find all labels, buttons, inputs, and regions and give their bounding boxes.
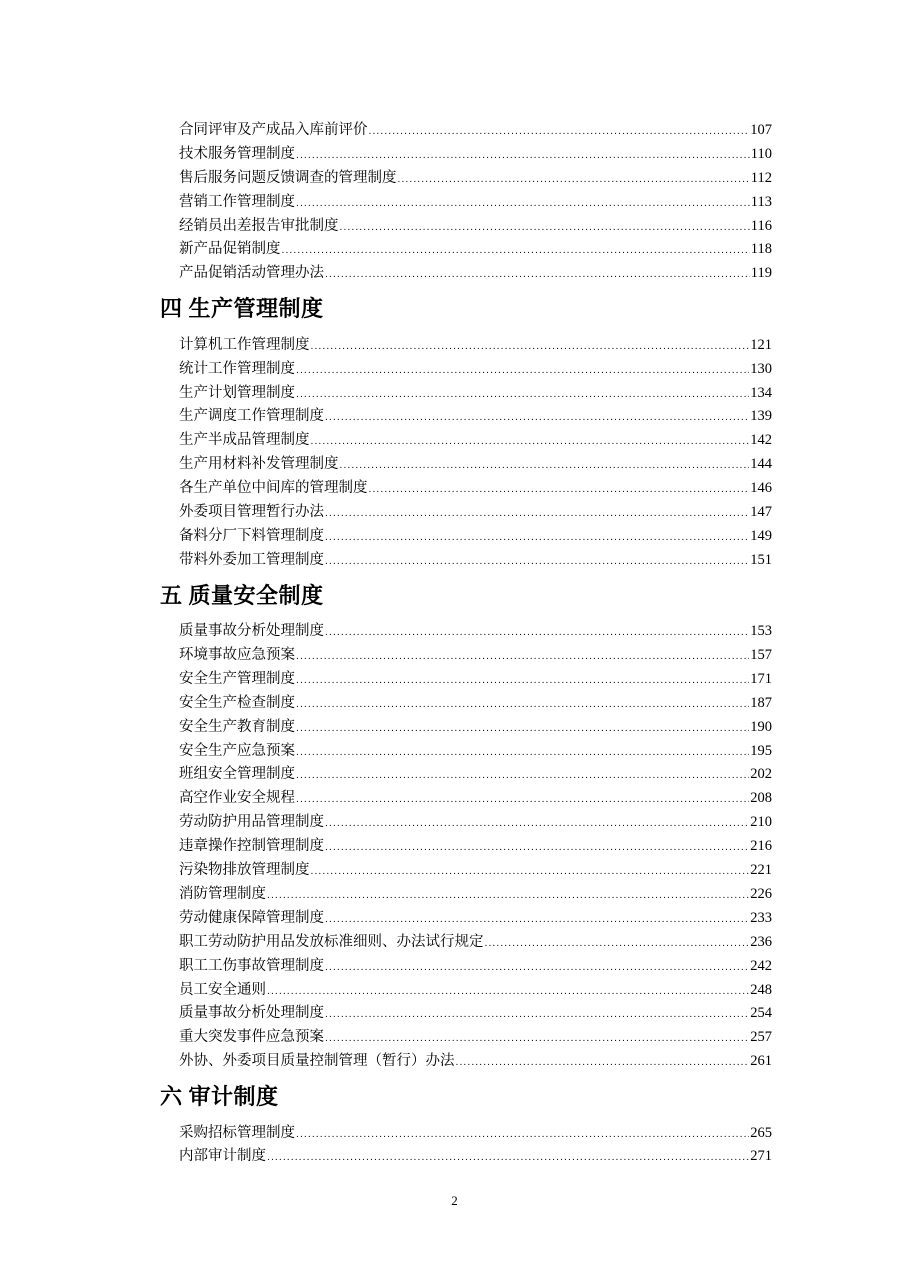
dot-leader — [296, 742, 749, 766]
section-number: 五 — [160, 583, 183, 609]
dot-leader — [296, 193, 750, 217]
toc-entry-page-number: 107 — [750, 122, 772, 138]
toc-entry[interactable] — [160, 382, 772, 406]
dot-leader — [325, 837, 749, 861]
toc-entry-page-number: 146 — [750, 480, 772, 497]
toc-entry-title: 安全生产应急预案 — [179, 742, 295, 759]
section-number: 四 — [160, 297, 183, 323]
toc-entry-page-number: 112 — [750, 169, 772, 186]
dot-leader — [296, 1124, 749, 1148]
dot-leader — [296, 646, 749, 670]
toc-entry-title: 生产计划管理制度 — [179, 384, 295, 401]
dot-leader — [325, 527, 749, 551]
toc-entry-title: 内部审计制度 — [179, 1148, 266, 1165]
dot-leader — [296, 694, 749, 718]
toc-entry-title: 质量事故分析处理制度 — [179, 1005, 324, 1022]
toc-entry-page-number: 110 — [750, 145, 772, 162]
toc-entry[interactable] — [160, 907, 772, 931]
toc-entry-title: 消防管理制度 — [179, 885, 266, 902]
toc-entry-title: 售后服务问题反馈调查的管理制度 — [179, 169, 397, 186]
section-title: 生产管理制度 — [188, 297, 324, 323]
toc-entry-page-number: 210 — [750, 814, 772, 831]
section-number: 六 — [160, 1085, 183, 1111]
table-of-contents — [160, 119, 772, 1169]
toc-entry-title: 技术服务管理制度 — [179, 145, 295, 162]
toc-entry-page-number: 139 — [750, 408, 772, 425]
toc-entry-page-number: 130 — [750, 360, 772, 377]
toc-entry-title: 计算机工作管理制度 — [179, 336, 310, 353]
toc-entry-page-number: 216 — [750, 838, 772, 855]
toc-entry-title: 采购招标管理制度 — [179, 1124, 295, 1141]
toc-entry-title: 职工工伤事故管理制度 — [179, 957, 324, 974]
toc-entry[interactable] — [160, 1122, 772, 1146]
toc-entry-page-number: 221 — [750, 862, 772, 879]
dot-leader — [369, 121, 750, 145]
toc-entry[interactable] — [160, 1050, 772, 1074]
toc-entry[interactable] — [160, 238, 772, 262]
dot-leader — [325, 1004, 749, 1028]
toc-entry[interactable] — [160, 716, 772, 740]
toc-entry[interactable] — [160, 549, 772, 573]
toc-entry[interactable] — [160, 979, 772, 1003]
toc-entry-page-number: 144 — [750, 456, 772, 473]
toc-entry-page-number: 261 — [750, 1053, 772, 1070]
toc-entry[interactable] — [160, 644, 772, 668]
dot-leader — [296, 145, 750, 169]
dot-leader — [456, 1052, 750, 1076]
dot-leader — [296, 360, 749, 384]
dot-leader — [267, 1147, 749, 1171]
toc-entry-title: 职工劳动防护用品发放标准细则、办法试行规定 — [179, 933, 484, 950]
toc-entry-page-number: 208 — [750, 790, 772, 807]
toc-entry-title: 各生产单位中间库的管理制度 — [179, 480, 368, 497]
toc-entry-title: 经销员出差报告审批制度 — [179, 217, 339, 234]
toc-entry[interactable] — [160, 215, 772, 239]
dot-leader — [325, 407, 749, 431]
toc-entry-page-number: 113 — [750, 193, 772, 210]
toc-entry-page-number: 236 — [750, 933, 772, 950]
toc-entry[interactable] — [160, 191, 772, 215]
toc-entry[interactable] — [160, 883, 772, 907]
toc-entry-page-number: 147 — [750, 503, 772, 520]
dot-leader — [398, 169, 750, 193]
toc-entry-page-number: 195 — [750, 742, 772, 759]
dot-leader — [296, 718, 749, 742]
toc-entry-page-number: 157 — [750, 647, 772, 664]
toc-entry[interactable] — [160, 1145, 772, 1169]
toc-entry-page-number: 226 — [750, 885, 772, 902]
toc-entry[interactable] — [160, 405, 772, 429]
dot-leader — [296, 765, 749, 789]
dot-leader — [296, 670, 749, 694]
toc-entry[interactable] — [160, 692, 772, 716]
toc-entry[interactable] — [160, 620, 772, 644]
toc-section-heading — [160, 1074, 772, 1122]
toc-entry[interactable] — [160, 668, 772, 692]
toc-entry[interactable] — [160, 811, 772, 835]
toc-entry-page-number: 171 — [750, 670, 772, 687]
toc-entry-title: 外协、外委项目质量控制管理（暂行）办法 — [179, 1053, 455, 1070]
toc-entry[interactable] — [160, 501, 772, 525]
toc-entry[interactable] — [160, 334, 772, 358]
toc-entry-title: 生产用材料补发管理制度 — [179, 456, 339, 473]
toc-section-heading — [160, 573, 772, 621]
toc-entry[interactable] — [160, 429, 772, 453]
dot-leader — [311, 861, 750, 885]
toc-entry[interactable] — [160, 1026, 772, 1050]
toc-entry-page-number: 271 — [750, 1148, 772, 1165]
toc-entry-title: 备料分厂下料管理制度 — [179, 527, 324, 544]
dot-leader — [340, 217, 750, 241]
dot-leader — [296, 384, 749, 408]
dot-leader — [296, 789, 749, 813]
toc-entry-page-number: 265 — [750, 1124, 772, 1141]
toc-entry-page-number: 248 — [750, 981, 772, 998]
toc-entry-title: 生产调度工作管理制度 — [179, 408, 324, 425]
toc-entry-page-number: 202 — [750, 766, 772, 783]
toc-entry[interactable] — [160, 763, 772, 787]
toc-entry-title: 产品促销活动管理办法 — [179, 265, 324, 282]
toc-entry-title: 员工安全通则 — [179, 981, 266, 998]
toc-entry-title: 劳动防护用品管理制度 — [179, 814, 324, 831]
toc-entry-page-number: 116 — [750, 217, 772, 234]
toc-entry[interactable] — [160, 525, 772, 549]
toc-entry[interactable] — [160, 262, 772, 286]
toc-entry-title: 营销工作管理制度 — [179, 193, 295, 210]
toc-entry-title: 重大突发事件应急预案 — [179, 1029, 324, 1046]
dot-leader — [325, 551, 749, 575]
toc-entry-title: 统计工作管理制度 — [179, 360, 295, 377]
toc-entry[interactable] — [160, 955, 772, 979]
toc-entry[interactable] — [160, 859, 772, 883]
page-number: 2 — [451, 1193, 458, 1208]
toc-entry-title: 违章操作控制管理制度 — [179, 838, 324, 855]
toc-entry[interactable] — [160, 453, 772, 477]
toc-entry-page-number: 151 — [750, 551, 772, 568]
toc-entry[interactable] — [160, 835, 772, 859]
toc-entry[interactable] — [160, 931, 772, 955]
toc-entry-page-number: 134 — [750, 384, 772, 401]
toc-entry-title: 劳动健康保障管理制度 — [179, 909, 324, 926]
toc-entry-title: 外委项目管理暂行办法 — [179, 503, 324, 520]
toc-entry-page-number: 118 — [750, 241, 772, 258]
toc-entry[interactable] — [160, 740, 772, 764]
toc-entry-title: 合同评审及产成品入库前评价 — [179, 122, 368, 138]
toc-entry-title: 安全生产管理制度 — [179, 670, 295, 687]
toc-entry[interactable] — [160, 787, 772, 811]
toc-entry-page-number: 149 — [750, 527, 772, 544]
toc-entry-title: 高空作业安全规程 — [179, 790, 295, 807]
toc-entry[interactable] — [160, 119, 772, 143]
toc-entry-page-number: 242 — [750, 957, 772, 974]
toc-entry-title: 质量事故分析处理制度 — [179, 623, 324, 640]
toc-section-heading — [160, 286, 772, 334]
dot-leader — [325, 503, 749, 527]
toc-entry-page-number: 121 — [750, 336, 772, 353]
toc-entry[interactable] — [160, 1002, 772, 1026]
toc-entry-page-number: 119 — [750, 265, 772, 282]
dot-leader — [325, 909, 749, 933]
section-title: 质量安全制度 — [188, 583, 324, 609]
toc-entry[interactable] — [160, 167, 772, 191]
dot-leader — [267, 885, 749, 909]
toc-entry-page-number: 257 — [750, 1029, 772, 1046]
toc-entry-title: 班组安全管理制度 — [179, 766, 295, 783]
toc-entry[interactable] — [160, 358, 772, 382]
toc-entry[interactable] — [160, 477, 772, 501]
dot-leader — [369, 479, 750, 503]
dot-leader — [340, 455, 750, 479]
dot-leader — [282, 240, 750, 264]
dot-leader — [311, 431, 750, 455]
toc-entry-page-number: 190 — [750, 718, 772, 735]
toc-entry-title: 新产品促销制度 — [179, 241, 281, 258]
dot-leader — [325, 957, 749, 981]
dot-leader — [485, 933, 750, 957]
toc-entry-title: 环境事故应急预案 — [179, 647, 295, 664]
toc-entry-title: 带料外委加工管理制度 — [179, 551, 324, 568]
toc-entry-page-number: 153 — [750, 623, 772, 640]
toc-entry-title: 安全生产检查制度 — [179, 694, 295, 711]
toc-entry-page-number: 187 — [750, 694, 772, 711]
dot-leader — [311, 336, 750, 360]
dot-leader — [325, 1028, 749, 1052]
toc-entry-title: 安全生产教育制度 — [179, 718, 295, 735]
dot-leader — [325, 813, 749, 837]
dot-leader — [267, 981, 749, 1005]
toc-entry-title: 生产半成品管理制度 — [179, 432, 310, 449]
toc-entry-page-number: 233 — [750, 909, 772, 926]
toc-entry[interactable] — [160, 143, 772, 167]
dot-leader — [325, 264, 750, 288]
dot-leader — [325, 622, 749, 646]
toc-entry-page-number: 142 — [750, 432, 772, 449]
section-title: 审计制度 — [188, 1085, 279, 1111]
toc-entry-page-number: 254 — [750, 1005, 772, 1022]
toc-entry-title: 污染物排放管理制度 — [179, 862, 310, 879]
